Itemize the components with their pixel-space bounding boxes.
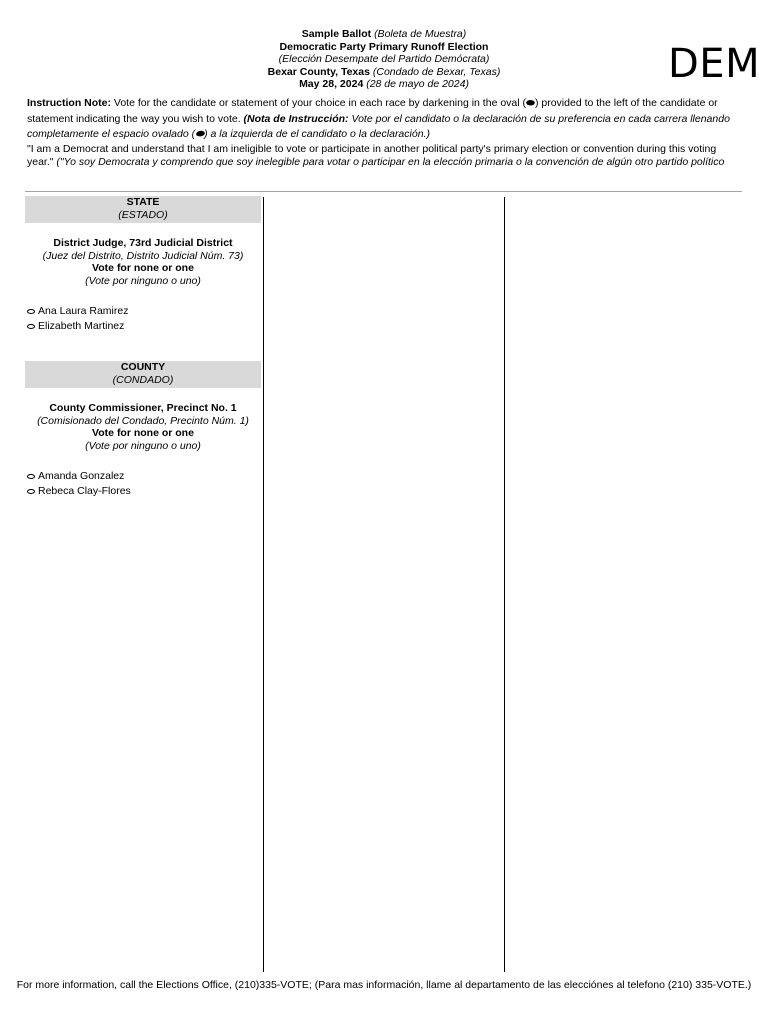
ballot-header [0,28,768,91]
pledge-text-es: ("Yo soy Democrata y comprendo que soy inelegible para votar o participar en la elección primaria o la convención de algún otro partido político [56,155,725,168]
footer-contact: For more information, call the Elections Office, (210)335-VOTE; (Para mas información, llame al departamento de las elecciónes al telefono (210) 335-VOTE.) [16,979,752,991]
election-name: Democratic Party Primary Runoff Election [279,40,489,53]
section-title-es: (ESTADO) [118,209,168,221]
section-title-es: (CONDADO) [112,374,174,386]
candidate-name: Ana Laura Ramirez [38,305,129,317]
ballot-title-es: (Boleta de Muestra) [374,28,467,40]
candidate-name: Elizabeth Martinez [38,320,125,332]
instruction-text-es: Vote por el candidato o la declaración de su preferencia en cada carrera llenando completamente el espacio ovalado (⬬) a la izquierda de el candidato o la declaración.) [27,112,730,140]
county-name-es: (Condado de Bexar, Texas) [372,65,501,78]
race-district-judge [25,237,261,287]
vote-oval[interactable] [27,489,35,494]
race-vote-for: Vote for none or one [92,262,194,274]
race-vote-for-es: (Vote por ninguno o uno) [85,439,201,452]
header-line-1 [0,28,768,41]
vote-oval[interactable] [27,474,35,479]
race-vote-for: Vote for none or one [92,427,194,439]
election-date: May 28, 2024 [299,78,364,90]
section-title: STATE [126,196,160,208]
race-office-es: (Juez del Distrito, Distrito Judicial Núm. 73) [42,249,244,262]
section-header-county [25,361,261,388]
race-office-es: (Comisionado del Condado, Precinto Núm. 1) [37,414,249,427]
instruction-text: Vote for the candidate or statement of your choice in each race by darkening in the oval (⬬) provided to the left of the candidate or statement indicating the way you wish to vote. [27,97,718,125]
candidate-name: Amanda Gonzalez [38,470,125,482]
vote-oval[interactable] [27,324,35,329]
column-divider-1 [263,197,264,972]
vote-oval[interactable] [27,309,35,314]
party-pledge [27,143,743,168]
ballot-title: Sample Ballot [301,28,372,40]
instruction-label-es: (Nota de Instrucción: [243,112,349,125]
header-line-5 [0,78,768,91]
pledge-text: "I am a Democrat and understand that I am ineligible to vote or participate in another political party's primary election or convention during this voting year." [27,143,717,168]
candidate-option[interactable] [27,470,124,483]
candidate-name: Rebeca Clay-Flores [38,485,131,497]
candidate-option[interactable] [27,485,131,498]
candidate-option[interactable] [27,320,124,333]
header-line-4 [0,66,768,79]
instruction-note [27,96,743,143]
election-date-es: (28 de mayo de 2024) [366,78,469,90]
race-county-commissioner [25,402,261,452]
race-office: County Commissioner, Precinct No. 1 [49,402,237,414]
column-divider-2 [504,197,505,972]
race-vote-for-es: (Vote por ninguno o uno) [85,274,201,287]
section-header-state [25,196,261,223]
instruction-label: Instruction Note: [27,97,111,109]
header-divider [25,191,742,192]
election-name-es: (Elección Desempate del Partido Demócrata) [278,53,490,65]
candidate-option[interactable] [27,305,128,318]
race-office: District Judge, 73rd Judicial District [53,237,233,249]
section-title: COUNTY [120,361,166,373]
party-mark: DEM [668,41,761,87]
county-name: Bexar County, Texas [267,65,370,78]
